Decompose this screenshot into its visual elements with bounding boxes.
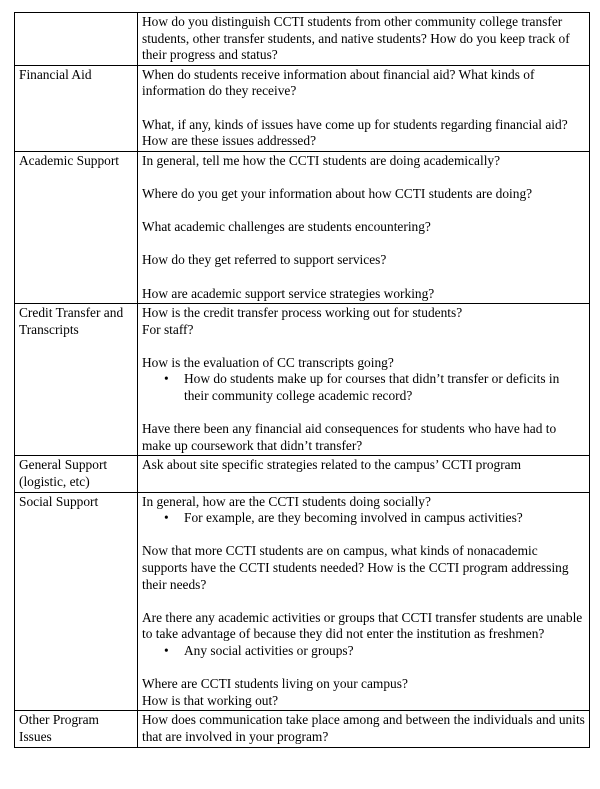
question-text: What, if any, kinds of issues have come up for students regarding financial aid? How are these issues addressed? (142, 116, 568, 149)
question-text: For staff? (142, 321, 194, 337)
question-text: How do they get referred to support services? (142, 252, 387, 268)
question-text: How does communication take place among and between the individuals and units that are involved in your program? (142, 712, 585, 744)
spacer (142, 527, 585, 544)
question-text: Where do you get your information about how CCTI students are doing? (142, 185, 533, 201)
questions-cell (138, 456, 590, 492)
question-text: Now that more CCTI students are on campus, what kinds of nonacademic supports have the CCTI students needed? How is the CCTI program addressing their needs? (142, 543, 569, 592)
questions-cell (138, 492, 590, 711)
topic-cell (15, 13, 138, 66)
table-row (15, 304, 590, 456)
bullet-item (164, 510, 585, 527)
table-row (15, 13, 590, 66)
table-row (15, 492, 590, 711)
spacer (142, 660, 585, 677)
question-text: When do students receive information about financial aid? What kinds of information do they receive? (142, 66, 535, 99)
question-text: In general, how are the CCTI students doing socially? (142, 493, 431, 509)
question-text: How is that working out? (142, 692, 279, 708)
bullet-text: Any social activities or groups? (184, 642, 354, 658)
topic-cell: Credit Transfer and Transcripts (15, 304, 138, 456)
questions-cell (138, 151, 590, 303)
table-body (15, 13, 590, 748)
topic-cell: Financial Aid (15, 65, 138, 151)
spacer (142, 593, 585, 610)
topic-cell: General Support (logistic, etc) (15, 456, 138, 492)
table-row (15, 151, 590, 303)
table-row (15, 456, 590, 492)
spacer (142, 236, 585, 253)
topic-cell: Other Program Issues (15, 711, 138, 747)
bullet-item (164, 643, 585, 660)
question-text: Where are CCTI students living on your campus? (142, 676, 408, 692)
bullet-text: For example, are they becoming involved in campus activities? (184, 510, 523, 526)
question-text: How is the evaluation of CC transcripts going? (142, 354, 394, 370)
table-row (15, 711, 590, 747)
spacer (142, 405, 585, 422)
table-row (15, 65, 590, 151)
questions-cell (138, 711, 590, 747)
questions-cell (138, 13, 590, 66)
questions-cell (138, 304, 590, 456)
question-text: How is the credit transfer process working out for students? (142, 305, 463, 321)
bullet-icon: • (164, 510, 169, 526)
spacer (142, 203, 585, 220)
topic-cell: Academic Support (15, 151, 138, 303)
question-text: How are academic support service strategies working? (142, 285, 435, 301)
spacer (142, 100, 585, 117)
bullet-text: How do students make up for courses that didn’t transfer or deficits in their community college academic record? (184, 371, 560, 404)
spacer (142, 269, 585, 286)
question-text: Have there been any financial aid consequences for students who have had to make up coursework that didn’t transfer? (142, 421, 557, 453)
bullet-icon: • (164, 371, 169, 387)
spacer (142, 338, 585, 355)
question-text: Ask about site specific strategies related to the campus’ CCTI program (142, 457, 522, 473)
questions-cell (138, 65, 590, 151)
question-text: Are there any academic activities or groups that CCTI transfer students are unable to take advantage of because they did not enter the institution as freshmen? (142, 609, 583, 642)
bullet-item (164, 371, 585, 404)
bullet-icon: • (164, 642, 169, 658)
question-text: What academic challenges are students encountering? (142, 219, 431, 235)
topic-cell: Social Support (15, 492, 138, 711)
interview-guide-table (14, 12, 590, 748)
question-text: In general, tell me how the CCTI students are doing academically? (142, 152, 501, 168)
spacer (142, 169, 585, 186)
question-text: How do you distinguish CCTI students from other community college transfer students, other transfer students, and native students? How do you keep track of their progress and status? (142, 14, 570, 63)
